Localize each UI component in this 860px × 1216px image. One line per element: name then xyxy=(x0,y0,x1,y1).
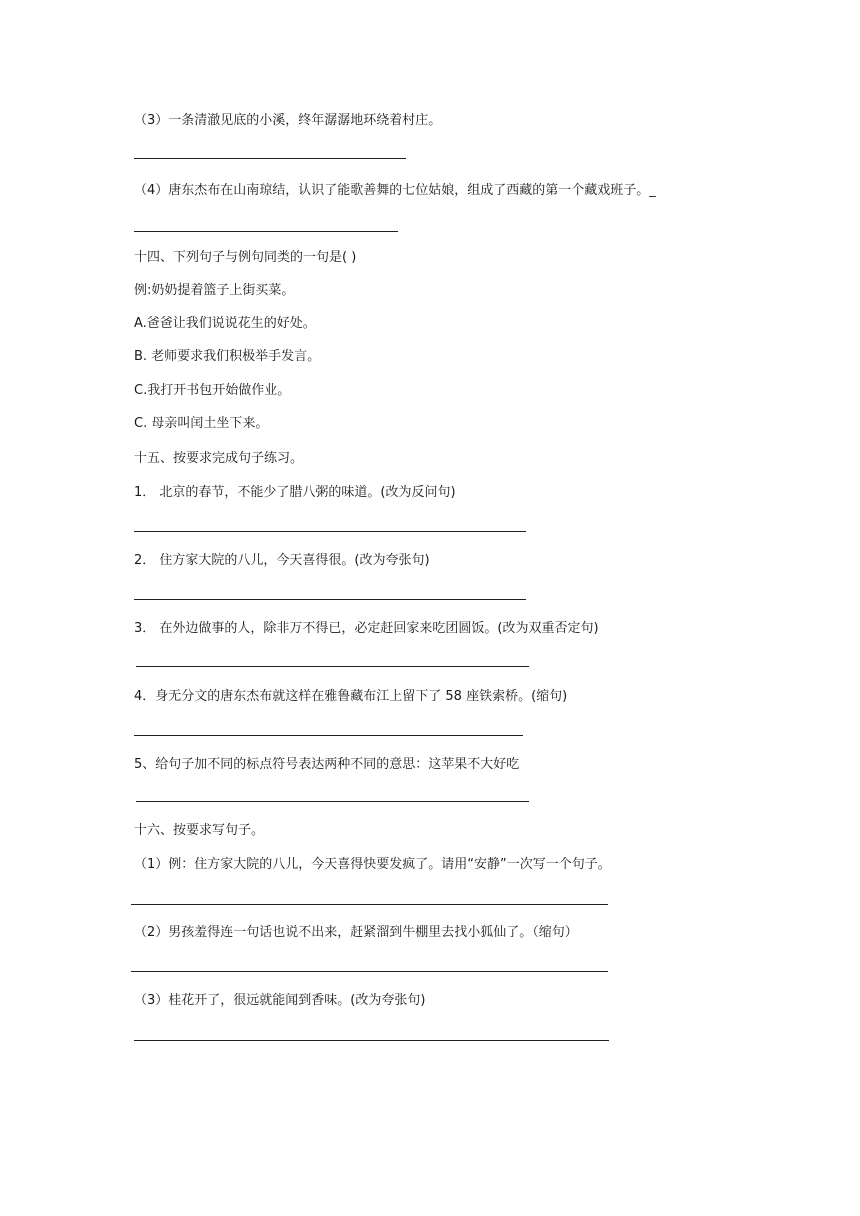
answer-line xyxy=(134,531,526,532)
s16-item-2: （2）男孩羞得连一句话也说不出来，赶紧溜到牛棚里去找小狐仙了。（缩句） xyxy=(134,925,578,940)
s13-item-4: （4）唐东杰布在山南琼结，认识了能歌善舞的七位姑娘，组成了西藏的第一个藏戏班子。_ xyxy=(134,183,656,198)
s14-example: 例:奶奶提着篮子上街买菜。 xyxy=(134,283,295,298)
answer-line xyxy=(131,904,608,905)
s15-item-2: 2． 住方家大院的八儿，今天喜得很。(改为夸张句) xyxy=(134,553,430,568)
answer-line xyxy=(136,801,529,802)
s14-option-2: B. 老师要求我们积极举手发言。 xyxy=(134,349,321,364)
s13-item-3: （3）一条清澈见底的小溪，终年潺潺地环绕着村庄。 xyxy=(134,113,442,128)
s15-title: 十五、按要求完成句子练习。 xyxy=(134,451,304,466)
s14-option-1: A.爸爸让我们说说花生的好处。 xyxy=(134,316,316,331)
s15-item-5: 5、给句子加不同的标点符号表达两种不同的意思：这苹果不大好吃 xyxy=(134,757,520,772)
s16-item-3: （3）桂花开了，很远就能闻到香味。(改为夸张句) xyxy=(134,993,426,1008)
s14-title: 十四、下列句子与例句同类的一句是( ) xyxy=(134,250,357,265)
s16-title: 十六、按要求写句子。 xyxy=(134,823,265,838)
s14-option-4: C. 母亲叫闰土坐下来。 xyxy=(134,416,269,431)
answer-line xyxy=(134,231,398,232)
answer-line xyxy=(134,735,523,736)
s16-item-1: （1）例：住方家大院的八儿，今天喜得快要发疯了。请用“安静”一次写一个句子。 xyxy=(134,857,611,872)
s14-option-3: C.我打开书包开始做作业。 xyxy=(134,383,291,398)
answer-line xyxy=(134,158,406,159)
s15-item-1: 1． 北京的春节，不能少了腊八粥的味道。(改为反问句) xyxy=(134,485,456,500)
s15-item-3: 3． 在外边做事的人，除非万不得已，必定赶回家来吃团圆饭。(改为双重否定句) xyxy=(134,621,599,636)
answer-line xyxy=(131,971,608,972)
answer-line xyxy=(134,1040,609,1041)
answer-line xyxy=(134,599,526,600)
s15-item-4: 4．身无分文的唐东杰布就这样在雅鲁藏布江上留下了 58 座铁索桥。(缩句) xyxy=(134,689,568,704)
answer-line xyxy=(136,666,529,667)
